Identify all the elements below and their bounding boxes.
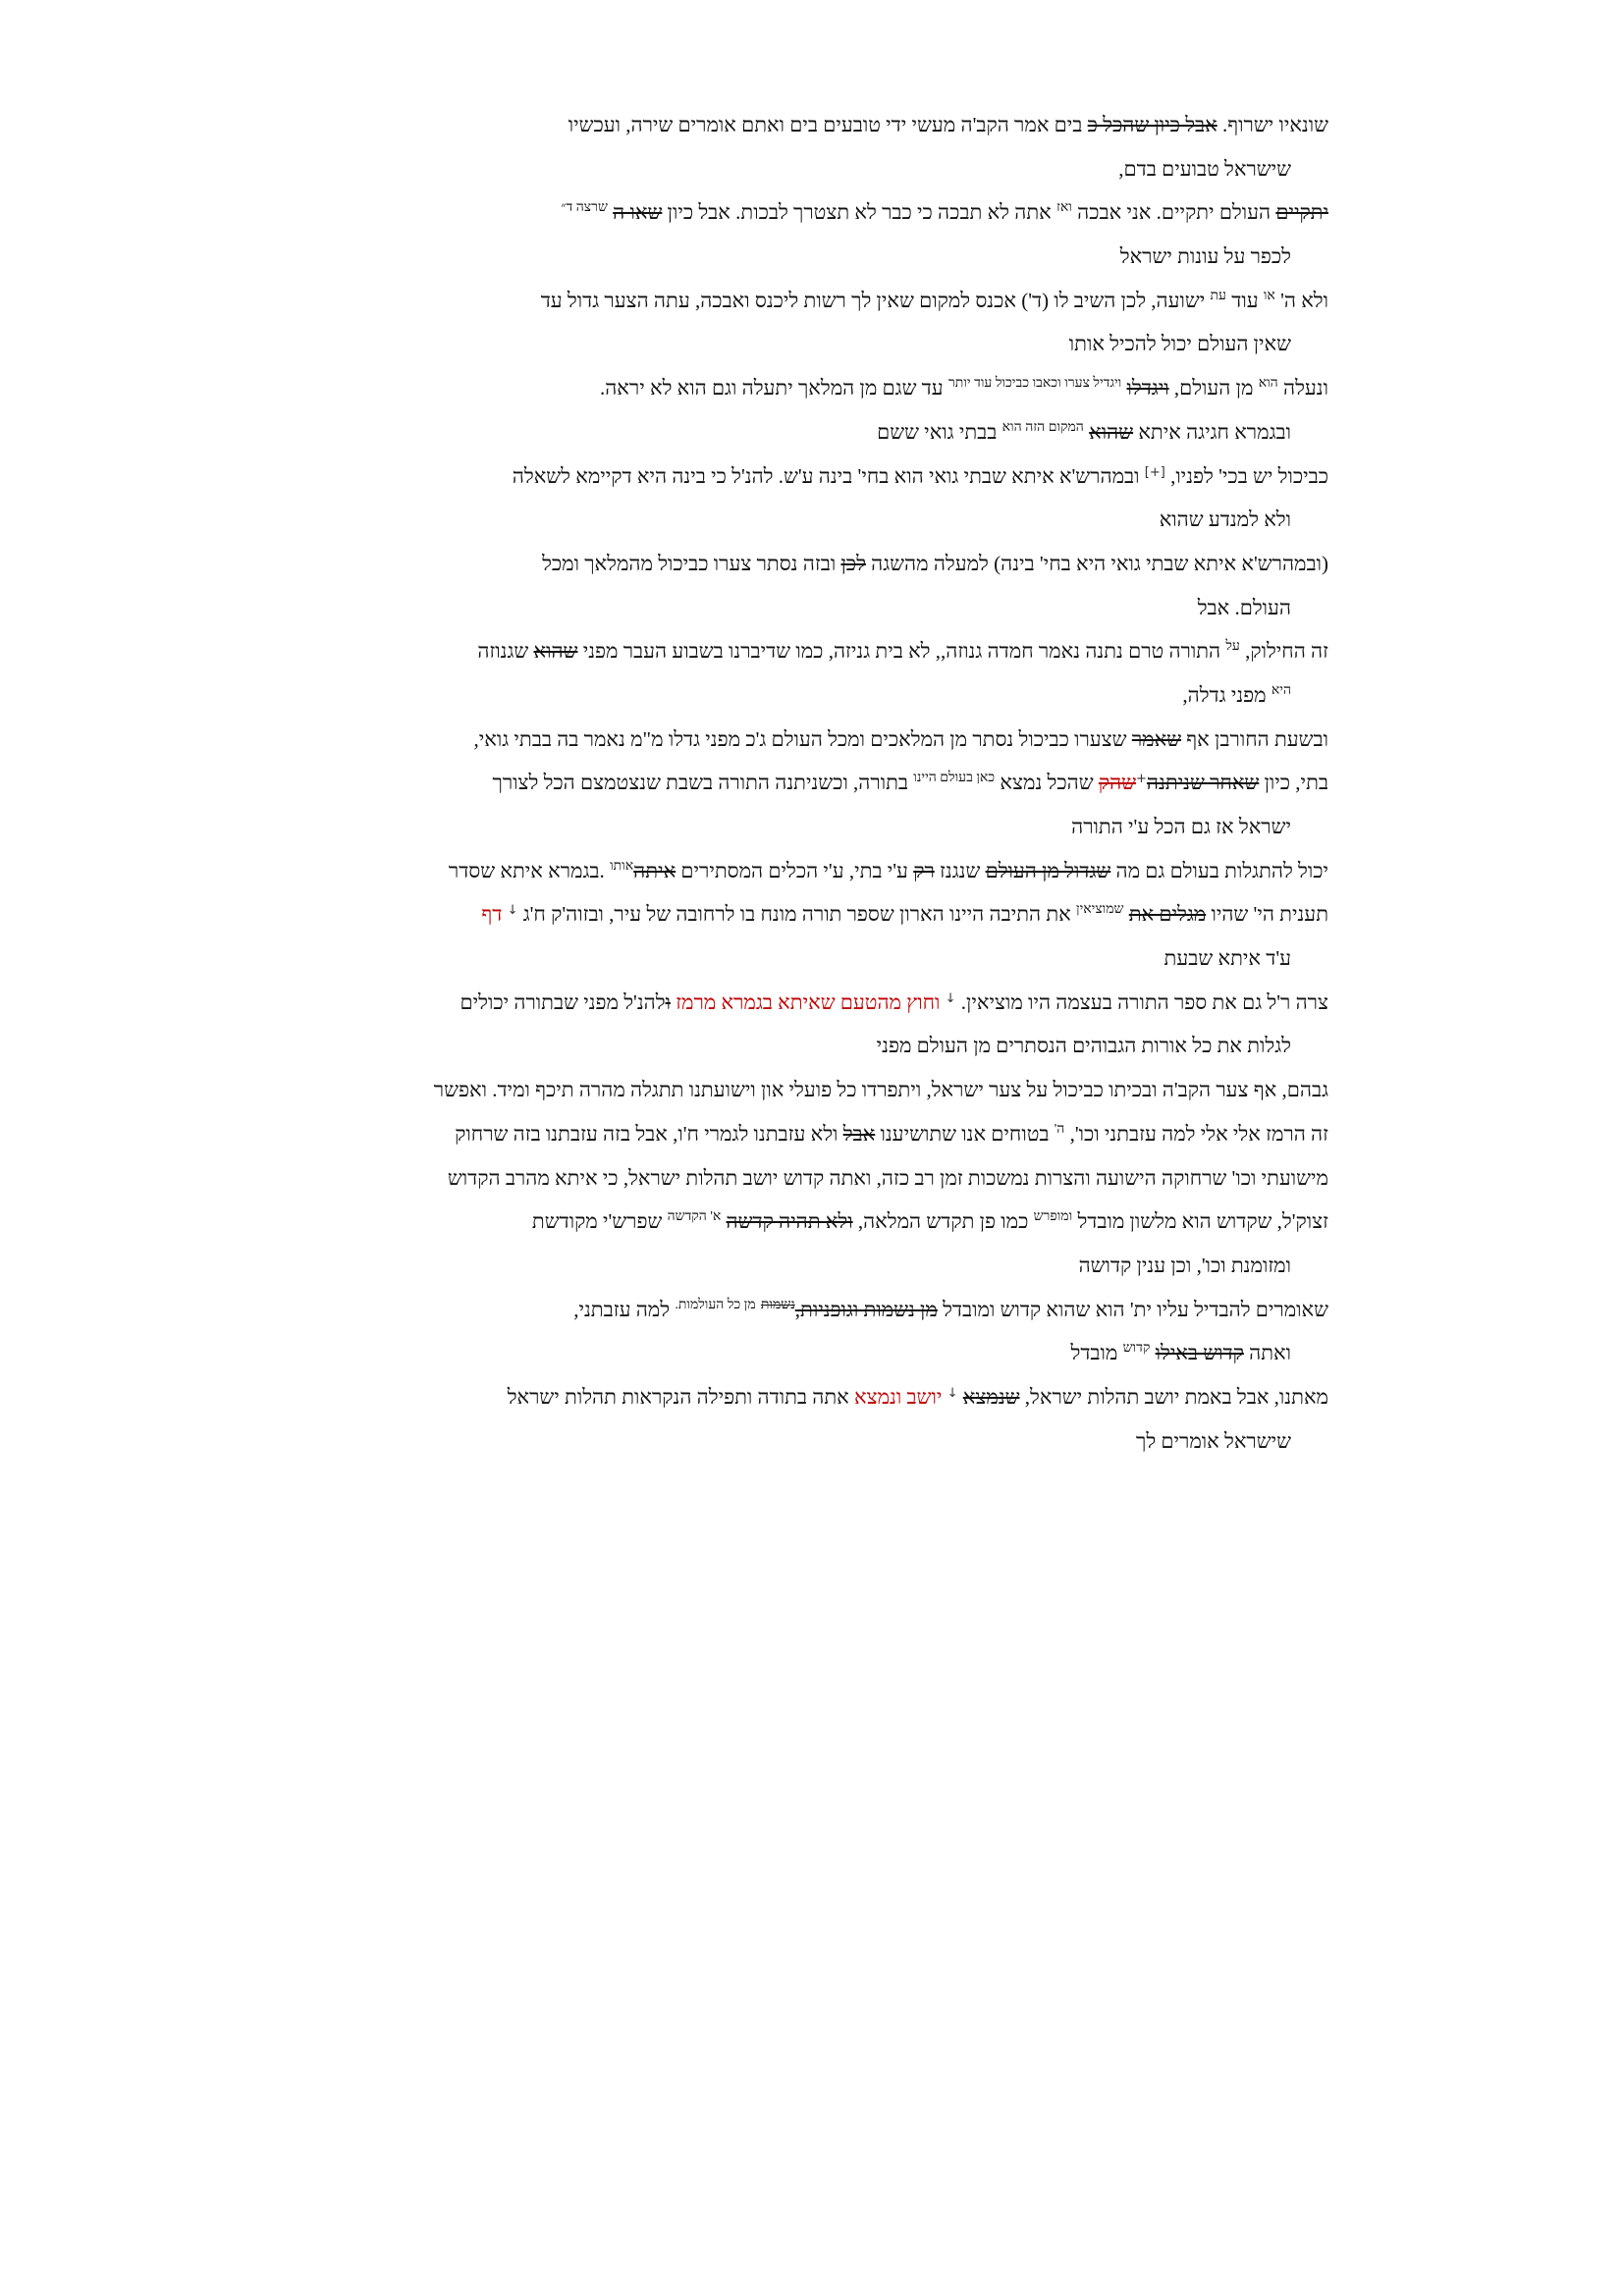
struck-text: שנמצא: [962, 1384, 1020, 1409]
text-line: [434, 103, 1328, 147]
edit-mark: +: [1136, 772, 1147, 787]
text-line: [434, 761, 1328, 805]
text-line: [434, 1375, 1328, 1419]
text-run: ואתה: [1243, 1341, 1291, 1365]
text-run: ובזה נסתר צערו כביכול מהמלאך ומכל: [542, 551, 841, 575]
inserted-text: על: [1225, 639, 1240, 655]
text-run: למה עזבתני,: [573, 1297, 676, 1321]
text-run: כביכול יש בכי' לפניו,: [1164, 463, 1328, 488]
text-run: זה החילוק,: [1239, 639, 1328, 664]
text-line: [434, 542, 1328, 586]
text-run: שצערו כביכול נסתר מן המלאכים ומכל העולם ג'כ מפני גדלו מ"מ נאמר בה בבתי גואי,: [473, 726, 1132, 751]
struck-text: אבל כיון שהכל כ: [1087, 113, 1217, 136]
text-run: ובשעת החורבן אף: [1181, 726, 1328, 751]
struck-text: רק: [913, 858, 935, 882]
text-run: ובמהרש'א איתא שבתי גואי הוא בחי' בינה ע'ש. להנ'ל כי בינה היא דקיימא לשאלה: [512, 463, 1145, 488]
text-line: [434, 1288, 1328, 1332]
text-run: ע'י בתי, ע'י הכלים המסתירים: [676, 858, 914, 882]
text-line: [434, 1156, 1328, 1201]
text-run: ישראל אז גם הכל ע'י התורה: [1071, 815, 1291, 838]
text-line: [434, 366, 1328, 410]
text-run: שונאיו ישרוף.: [1217, 113, 1328, 136]
transcription-text-block: [434, 103, 1328, 1463]
text-line: [434, 190, 1328, 235]
continuation-line: [434, 1244, 1328, 1288]
text-line: [434, 981, 1328, 1025]
text-line: [434, 454, 1328, 499]
text-run: שהכל נמצא: [995, 771, 1099, 795]
text-run: ומזומנת וכו', וכן ענין קדושה: [1078, 1253, 1291, 1277]
text-run: מישועתי וכו' שרחוקה הישועה והצרות נמשכות זמן רב כזה, ואתה קדוש יושב תהלות ישראל, כי איתא מהרב הקדוש: [447, 1165, 1328, 1190]
edit-mark: ↓: [507, 903, 518, 919]
text-run: אתה בתודה ותפילה הנקראות תהלות ישראל: [507, 1384, 854, 1409]
text-run: בתורה, וכשניתנה התורה בשבת שנצטמצם הכל לצורך: [492, 771, 914, 795]
struck-text: ויגדלו: [1126, 376, 1169, 400]
text-run: התורה טרם נתנה נאמר חמדה גנוזה,, לא בית גניזה, כמו שדיברנו בשבוע העבר מפני: [577, 639, 1226, 664]
text-line: [434, 1200, 1328, 1244]
struck-red-text: שהק: [1098, 771, 1137, 795]
text-run: ובגמרא חגיגה איתא: [1133, 419, 1291, 444]
inserted-text: שמוציאין: [1076, 902, 1124, 918]
inserted-text: הוא: [1258, 376, 1278, 392]
continuation-line: [434, 322, 1328, 366]
text-run: ישועה, לכן השיב לו (ד') אכנס למקום שאין לך רשות ליכנס ואבכה, עתה הצער גדול עד: [540, 288, 1211, 312]
continuation-line: [434, 586, 1328, 630]
edit-mark: ↓: [947, 1385, 958, 1401]
continuation-line: [434, 805, 1328, 849]
text-run: שאין העולם יכול להכיל אותו: [1068, 332, 1291, 356]
edit-mark: ↓: [945, 990, 956, 1006]
text-run: אתה לא תבכה כי כבר לא תצטרך לבכות. אבל כיון: [662, 200, 1056, 225]
text-run: מפני גדלה,: [1182, 682, 1271, 707]
struck-text: אבל: [842, 1121, 876, 1146]
struck-text: מן נשמות וגופניות,: [794, 1297, 938, 1321]
text-run: העולם יתקיים. אני אבכה: [1071, 200, 1276, 225]
inserted-text: ויגדיל צערו וכאבו כביכול עוד יותר: [947, 376, 1122, 392]
continuation-line: [434, 147, 1328, 191]
text-run: בטוחים אנו שתושיענו: [875, 1121, 1055, 1146]
continuation-line: [434, 1419, 1328, 1464]
struck-text: ולא תהיה קדשה: [726, 1209, 853, 1234]
text-run: צרה ר'ל גם את ספר התורה בעצמה היו מוציאין.: [955, 989, 1328, 1014]
struck-inserted-text: נשמות: [760, 1297, 795, 1312]
text-run: לגלות את כל אורות הגבוהים הנסתרים מן העולם מפני: [876, 1034, 1291, 1058]
inserted-text: עת: [1210, 288, 1226, 303]
text-run: שישראל טבועים בדם,: [1118, 156, 1291, 181]
red-annotation-text: יושב ונמצא: [854, 1384, 947, 1409]
inserted-text: א' הקדשה: [667, 1209, 722, 1225]
text-line: [434, 629, 1328, 673]
struck-text: שאחר שניתנה: [1146, 771, 1260, 795]
struck-text: שאו ה: [613, 200, 663, 225]
text-run: ע'ד איתא שבעת: [1163, 946, 1291, 971]
text-run: מן העולם,: [1168, 376, 1259, 400]
text-run: שפרש'י מקודשת: [531, 1209, 668, 1234]
text-line: [434, 279, 1328, 323]
text-run: העולם. אבל: [1197, 595, 1291, 619]
text-run: תענית הי' שהיו: [1206, 902, 1328, 927]
struck-text: קדוש באילו: [1155, 1341, 1244, 1365]
text-run: מובדל: [1070, 1341, 1123, 1365]
struck-text: שגדול מן העולם: [985, 858, 1111, 882]
inserted-text: ואז: [1056, 200, 1072, 216]
text-run: שגנוזה: [477, 639, 534, 664]
inserted-text: כאן בעולם היינו: [913, 771, 996, 786]
inserted-text: שרצה ד״: [561, 200, 608, 216]
continuation-line: [434, 235, 1328, 279]
text-line: [434, 849, 1328, 893]
text-run: ולא ה': [1274, 288, 1328, 312]
text-run: כמו פן תקדש המלאה,: [852, 1209, 1034, 1234]
inserted-text: קדוש: [1122, 1341, 1151, 1357]
struck-text: יתקיים: [1275, 200, 1328, 225]
text-run: לכפר על עונות ישראל: [1119, 244, 1291, 269]
text-run: עוד: [1225, 288, 1264, 312]
red-annotation-text: וחוץ מהטעם שאיתא בגמרא מרמז: [670, 989, 946, 1014]
inserted-text: או: [1263, 288, 1275, 303]
text-run: ולא למנדע שהוא: [1159, 507, 1291, 532]
text-run: את התיבה היינו הארון שספר תורה מונח בו לרחובה של עיר, ובזוה'ק ח'ג: [517, 902, 1077, 927]
text-run: גבהם, אף צער הקב'ה ובכיתו כביכול על צער ישראל, ויתפרדו כל פועלי און וישועתנו תתגלה מהרה תיכף ומיד. ואפשר: [433, 1078, 1328, 1102]
struck-text: שאמר: [1131, 726, 1182, 751]
text-run: .בגמרא איתא שסדר: [448, 858, 611, 882]
inserted-text: ה': [1054, 1121, 1065, 1137]
text-run: זה הרמז אלי אלי למה עזבתני וכו',: [1064, 1121, 1328, 1146]
continuation-line: [434, 410, 1328, 454]
inserted-text: ומופרש: [1033, 1209, 1073, 1225]
text-run: יכול להתגלות בעולם גם מה: [1110, 858, 1328, 882]
text-run: עד שגם מן המלאך יתעלה וגם הוא לא יראה.: [599, 376, 948, 400]
text-run: (ובמהרש'א איתא שבתי גואי היא בחי' בינה) למעלה מהשגה: [865, 551, 1328, 575]
struck-text: לכן: [840, 551, 866, 575]
struck-text: שהוא: [1089, 419, 1134, 444]
struck-text: מגלים את: [1128, 902, 1207, 927]
continuation-line: [434, 1024, 1328, 1068]
text-run: שישראל אומרים לך: [1136, 1428, 1291, 1453]
text-run: ולא עזבתנו לגמרי ח'ו, אבל בזה עזבתנו בזה שרחוק: [455, 1121, 843, 1146]
text-line: [434, 892, 1328, 936]
inserted-text: אותו: [610, 858, 634, 874]
red-annotation-text: דף: [481, 902, 508, 927]
text-line: [434, 1112, 1328, 1156]
inserted-text: המקום הזה הוא: [1001, 419, 1084, 435]
struck-text: ו: [665, 989, 671, 1014]
edit-mark: [+]: [1144, 464, 1165, 480]
continuation-line: [434, 1331, 1328, 1375]
text-run: בים אמר הקב'ה מעשי ידי טובעים בים ואתם אומרים שירה, ועכשיו: [568, 113, 1088, 136]
text-run: ונעלה: [1277, 376, 1328, 400]
inserted-text: היא: [1271, 682, 1291, 698]
text-run: להנ'ל מפני שבתורה יכולים: [460, 989, 666, 1014]
text-run: שאומרים להבדיל עליו ית' הוא שהוא קדוש ומובדל: [937, 1297, 1328, 1321]
text-run: שנגנז: [934, 858, 986, 882]
text-line: [434, 718, 1328, 762]
continuation-line: [434, 936, 1328, 981]
inserted-text: מן כל העולמות.: [675, 1297, 756, 1312]
text-run: מאתנו, אבל באמת יושב תהלות ישראל,: [1019, 1384, 1328, 1409]
struck-text: איתה: [633, 858, 676, 882]
text-run: זצוק'ל, שקדוש הוא מלשון מובדל: [1072, 1209, 1328, 1234]
continuation-line: [434, 673, 1328, 718]
struck-text: שהוא: [533, 639, 578, 664]
text-run: בתי, כיון: [1259, 771, 1328, 795]
continuation-line: [434, 498, 1328, 542]
text-line: [434, 1068, 1328, 1112]
text-run: בבתי גואי ששם: [877, 419, 1002, 444]
